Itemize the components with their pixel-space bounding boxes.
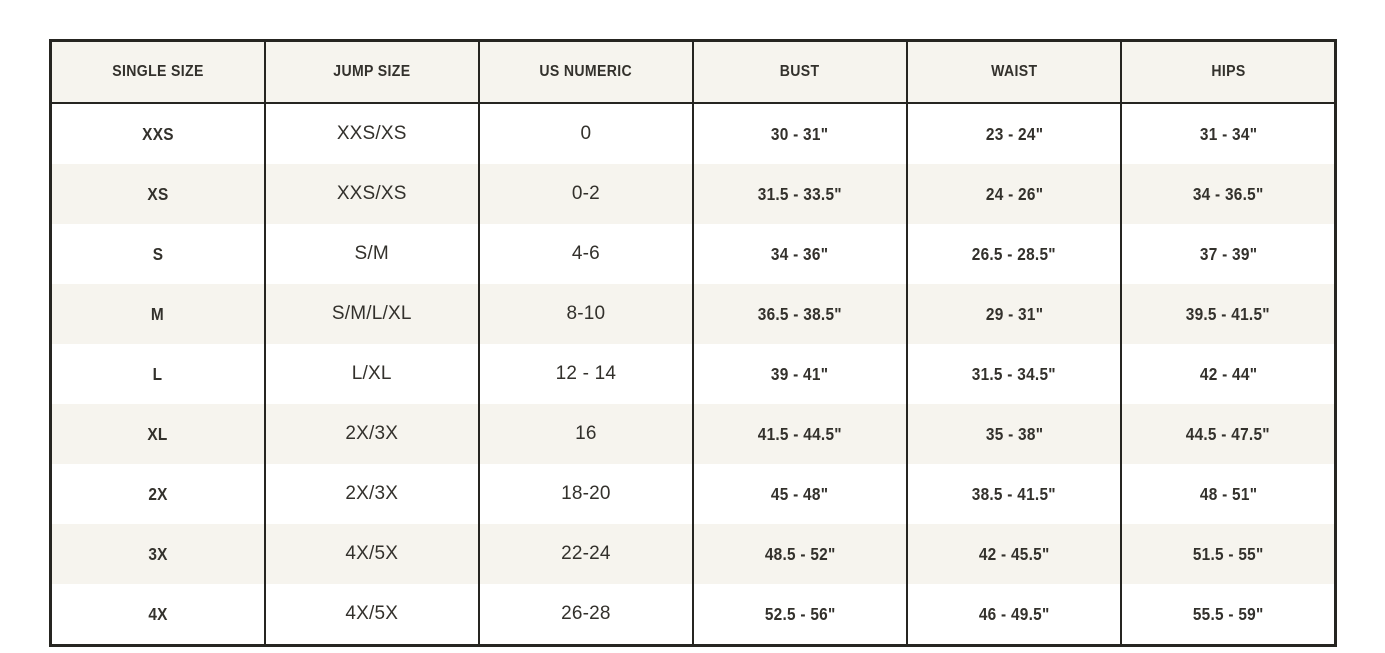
cell-bust-4x bbox=[693, 584, 907, 646]
cell-value: 23 - 24" bbox=[985, 123, 1043, 144]
table-row-2x bbox=[51, 464, 1336, 524]
table-row-m bbox=[51, 284, 1336, 344]
cell-value: 42 - 44" bbox=[1199, 363, 1257, 384]
cell-value: 48.5 - 52" bbox=[764, 543, 836, 564]
cell-waist-xl bbox=[907, 404, 1121, 464]
cell-bust-xs bbox=[693, 164, 907, 224]
table-row-xxs bbox=[51, 103, 1336, 164]
cell-us-numeric-4x: 26-28 bbox=[479, 584, 693, 646]
cell-bust-xxs bbox=[693, 103, 907, 164]
cell-single-size-4x bbox=[51, 584, 265, 646]
cell-jump-size-xs: XXS/XS bbox=[265, 164, 479, 224]
cell-value: 48 - 51" bbox=[1199, 483, 1257, 504]
column-header-hips bbox=[1121, 41, 1335, 104]
column-header-bust bbox=[693, 41, 907, 104]
cell-us-numeric-3x: 22-24 bbox=[479, 524, 693, 584]
cell-value: 39 - 41" bbox=[771, 363, 829, 384]
cell-bust-s bbox=[693, 224, 907, 284]
cell-single-size-xxs bbox=[51, 103, 265, 164]
cell-hips-4x bbox=[1121, 584, 1335, 646]
cell-hips-3x bbox=[1121, 524, 1335, 584]
table-row-4x bbox=[51, 584, 1336, 646]
column-header-label: JUMP SIZE bbox=[333, 63, 411, 80]
column-header-waist bbox=[907, 41, 1121, 104]
column-header-us-numeric bbox=[479, 41, 693, 104]
cell-bust-m bbox=[693, 284, 907, 344]
cell-single-size-m bbox=[51, 284, 265, 344]
cell-single-size-xs bbox=[51, 164, 265, 224]
cell-us-numeric-xs: 0-2 bbox=[479, 164, 693, 224]
cell-value: XL bbox=[147, 423, 168, 444]
table-row-s bbox=[51, 224, 1336, 284]
cell-us-numeric-2x: 18-20 bbox=[479, 464, 693, 524]
cell-us-numeric-xl: 16 bbox=[479, 404, 693, 464]
cell-value: 34 - 36" bbox=[771, 243, 829, 264]
table-row-xl bbox=[51, 404, 1336, 464]
cell-value: 31.5 - 34.5" bbox=[972, 363, 1057, 384]
cell-value: 44.5 - 47.5" bbox=[1186, 423, 1271, 444]
size-chart-table bbox=[49, 39, 1337, 647]
cell-value: 29 - 31" bbox=[985, 303, 1043, 324]
cell-value: 31 - 34" bbox=[1199, 123, 1257, 144]
cell-value: 46 - 49.5" bbox=[978, 603, 1050, 624]
cell-single-size-l bbox=[51, 344, 265, 404]
cell-value: 35 - 38" bbox=[985, 423, 1043, 444]
cell-jump-size-xxs: XXS/XS bbox=[265, 103, 479, 164]
cell-hips-xl bbox=[1121, 404, 1335, 464]
cell-value: 39.5 - 41.5" bbox=[1186, 303, 1271, 324]
cell-value: 38.5 - 41.5" bbox=[972, 483, 1057, 504]
cell-value: 2X bbox=[148, 483, 168, 504]
cell-value: M bbox=[151, 303, 165, 324]
cell-jump-size-4x: 4X/5X bbox=[265, 584, 479, 646]
cell-waist-xxs bbox=[907, 103, 1121, 164]
size-chart bbox=[49, 39, 1337, 647]
cell-waist-xs bbox=[907, 164, 1121, 224]
cell-value: 42 - 45.5" bbox=[978, 543, 1050, 564]
cell-hips-xs bbox=[1121, 164, 1335, 224]
cell-value: 52.5 - 56" bbox=[764, 603, 836, 624]
header-row bbox=[51, 41, 1336, 104]
cell-us-numeric-xxs: 0 bbox=[479, 103, 693, 164]
cell-us-numeric-l: 12 - 14 bbox=[479, 344, 693, 404]
cell-value: S bbox=[152, 243, 164, 264]
cell-hips-l bbox=[1121, 344, 1335, 404]
cell-value: 34 - 36.5" bbox=[1192, 183, 1264, 204]
cell-waist-3x bbox=[907, 524, 1121, 584]
cell-waist-s bbox=[907, 224, 1121, 284]
cell-value: 3X bbox=[148, 543, 168, 564]
cell-bust-2x bbox=[693, 464, 907, 524]
cell-single-size-3x bbox=[51, 524, 265, 584]
cell-jump-size-s: S/M bbox=[265, 224, 479, 284]
cell-waist-m bbox=[907, 284, 1121, 344]
column-header-jump-size bbox=[265, 41, 479, 104]
column-header-single-size bbox=[51, 41, 265, 104]
cell-jump-size-2x: 2X/3X bbox=[265, 464, 479, 524]
table-row-l bbox=[51, 344, 1336, 404]
cell-waist-4x bbox=[907, 584, 1121, 646]
cell-single-size-s bbox=[51, 224, 265, 284]
cell-value: 55.5 - 59" bbox=[1192, 603, 1264, 624]
column-header-label: US NUMERIC bbox=[539, 63, 633, 80]
cell-value: 4X bbox=[148, 603, 168, 624]
cell-hips-s bbox=[1121, 224, 1335, 284]
column-header-label: WAIST bbox=[991, 63, 1038, 80]
cell-hips-xxs bbox=[1121, 103, 1335, 164]
cell-bust-3x bbox=[693, 524, 907, 584]
cell-value: 41.5 - 44.5" bbox=[757, 423, 843, 444]
cell-value: 30 - 31" bbox=[771, 123, 829, 144]
cell-value: XXS bbox=[142, 123, 174, 144]
cell-jump-size-xl: 2X/3X bbox=[265, 404, 479, 464]
cell-bust-l bbox=[693, 344, 907, 404]
column-header-label: HIPS bbox=[1210, 63, 1246, 80]
size-chart-body bbox=[51, 103, 1336, 646]
cell-jump-size-l: L/XL bbox=[265, 344, 479, 404]
cell-value: 45 - 48" bbox=[771, 483, 829, 504]
table-row-3x bbox=[51, 524, 1336, 584]
cell-waist-l bbox=[907, 344, 1121, 404]
cell-value: 51.5 - 55" bbox=[1192, 543, 1264, 564]
cell-value: 31.5 - 33.5" bbox=[757, 183, 843, 204]
cell-us-numeric-s: 4-6 bbox=[479, 224, 693, 284]
cell-value: 36.5 - 38.5" bbox=[757, 303, 843, 324]
cell-single-size-xl bbox=[51, 404, 265, 464]
column-header-label: SINGLE SIZE bbox=[112, 63, 204, 80]
cell-us-numeric-m: 8-10 bbox=[479, 284, 693, 344]
cell-waist-2x bbox=[907, 464, 1121, 524]
column-header-label: BUST bbox=[780, 63, 820, 80]
table-row-xs bbox=[51, 164, 1336, 224]
cell-value: L bbox=[152, 363, 163, 384]
cell-jump-size-m: S/M/L/XL bbox=[265, 284, 479, 344]
cell-bust-xl bbox=[693, 404, 907, 464]
cell-value: XS bbox=[147, 183, 169, 204]
cell-value: 37 - 39" bbox=[1199, 243, 1257, 264]
cell-hips-m bbox=[1121, 284, 1335, 344]
cell-jump-size-3x: 4X/5X bbox=[265, 524, 479, 584]
cell-value: 24 - 26" bbox=[985, 183, 1043, 204]
cell-value: 26.5 - 28.5" bbox=[972, 243, 1057, 264]
cell-hips-2x bbox=[1121, 464, 1335, 524]
size-chart-header bbox=[51, 41, 1336, 104]
cell-single-size-2x bbox=[51, 464, 265, 524]
